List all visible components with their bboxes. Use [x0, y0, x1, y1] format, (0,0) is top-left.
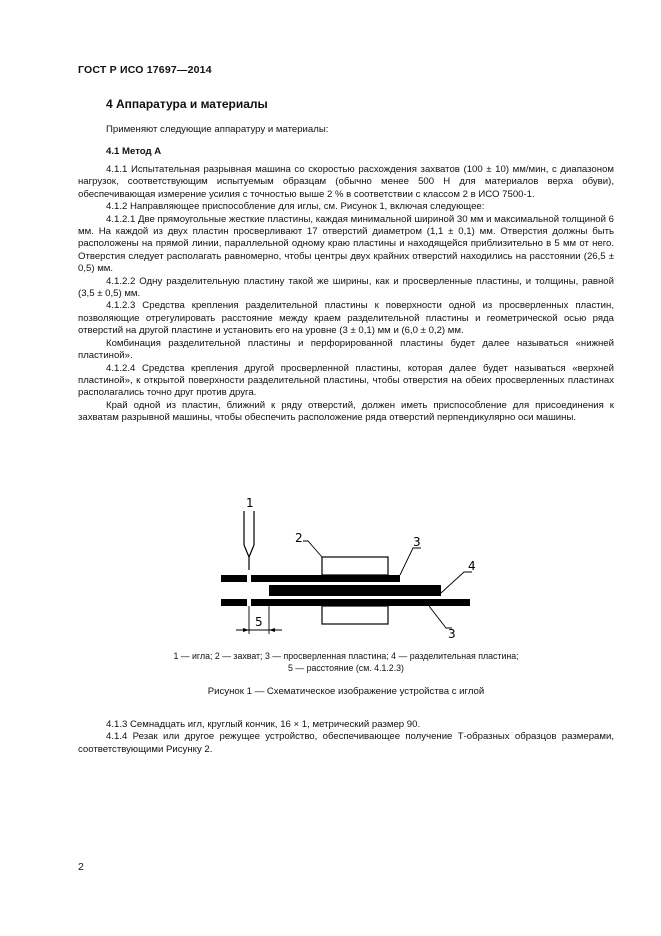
grip-upper	[322, 557, 388, 575]
label-4: 4	[468, 559, 476, 573]
paragraph-4-1-1: 4.1.1 Испытательная разрывная машина со скоростью расхождения захватов (100 ± 10) мм/мин, с диапазоном нагрузок, соответствующим испытуемым образцам (обычно менее 500 Н для материалов верха обуви), обеспечивающая измерение усилия с точностью выше 2 % в соответствии с классом 2 в ИСО 7500-1.	[78, 164, 614, 200]
label-3-lower: 3	[448, 627, 456, 641]
paragraph-4-1-2-4: 4.1.2.4 Средства крепления другой просверленной пластины, которая далее будет называться «верхней пластиной», к открытой поверхности разделительной пластины, чтобы отверстия на обеих просверленных пластинах располагались точно друг против друга.	[78, 362, 614, 399]
body-text-bottom	[78, 719, 614, 756]
paragraph-4-1-2-3: 4.1.2.3 Средства крепления разделительной пластины к поверхности одной из просверленных пластин, позволяющие отрегулировать расстояние между краем разделительной пластины и геометрической осью ряда отверстий на другой пластине и установить его на уровне (3 ± 0,1) мм и (6,0 ± 0,2) мм.	[78, 300, 614, 337]
legend-line-1: 1 — игла; 2 — захват; 3 — просверленная пластина; 4 — разделительная пластина;	[173, 651, 519, 661]
grip-lower	[322, 606, 388, 624]
paragraph-4-1-2-1: 4.1.2.1 Две прямоугольные жесткие пластины, каждая минимальной шириной 30 мм и максимальной толщиной 6 мм. На каждой из двух пластин просверливают 17 отверстий диаметром (1,1 ± 0,1) мм. Отверстия должны быть расположены на прямой линии, параллельной одному краю пластины и находящейся приблизительно в 5 мм от него. Отверстия следует располагать равномерно, чтобы центры двух крайних отверстий находились на расстоянии (26,5 ± 0,5) мм.	[78, 213, 614, 275]
intro-text: Применяют следующие аппаратуру и материалы:	[106, 124, 329, 135]
figure-caption: Рисунок 1 — Схематическое изображение устройства с иглой	[207, 686, 485, 697]
page-number: 2	[78, 861, 84, 873]
document-header: ГОСТ Р ИСО 17697—2014	[78, 64, 212, 76]
paragraph-4-1-3: 4.1.3 Семнадцать игл, круглый кончик, 16 × 1, метрический размер 90.	[106, 719, 421, 730]
label-3-upper: 3	[413, 535, 421, 549]
legend-line-2: 5 — расстояние (см. 4.1.2.3)	[288, 662, 404, 673]
label-5: 5	[255, 615, 263, 629]
plate-lower	[221, 599, 470, 606]
paragraph-combination: Комбинация разделительной пластины и перфорированной пластины будет далее называться «нижней пластиной».	[78, 337, 614, 362]
paragraph-4-1-2: 4.1.2 Направляющее приспособление для иглы, см. Рисунок 1, включая следующее:	[106, 201, 485, 213]
figure-legend	[78, 651, 614, 674]
section-title: 4 Аппаратура и материалы	[106, 97, 268, 111]
label-1: 1	[246, 496, 254, 510]
spacer-plate	[269, 585, 441, 596]
paragraph-4-1-4: 4.1.4 Резак или другое режущее устройство, обеспечивающее получение Т-образных образцов размерами, соответствующими Рисунку 2.	[78, 731, 614, 755]
paragraph-4-1-2-2: 4.1.2.2 Одну разделительную пластину такой же ширины, как и просверленные пластины, и толщины, равной (3,5 ± 0,5) мм.	[78, 275, 614, 300]
method-title: 4.1 Метод А	[106, 146, 162, 157]
label-2: 2	[295, 531, 303, 545]
needle-shape	[244, 511, 254, 570]
paragraph-edge: Край одной из пластин, ближний к ряду отверстий, должен иметь приспособление для присоединения к захватам разрывной машины, чтобы обеспечить расположение ряда отверстий перпендикулярно оси машины.	[78, 399, 614, 424]
